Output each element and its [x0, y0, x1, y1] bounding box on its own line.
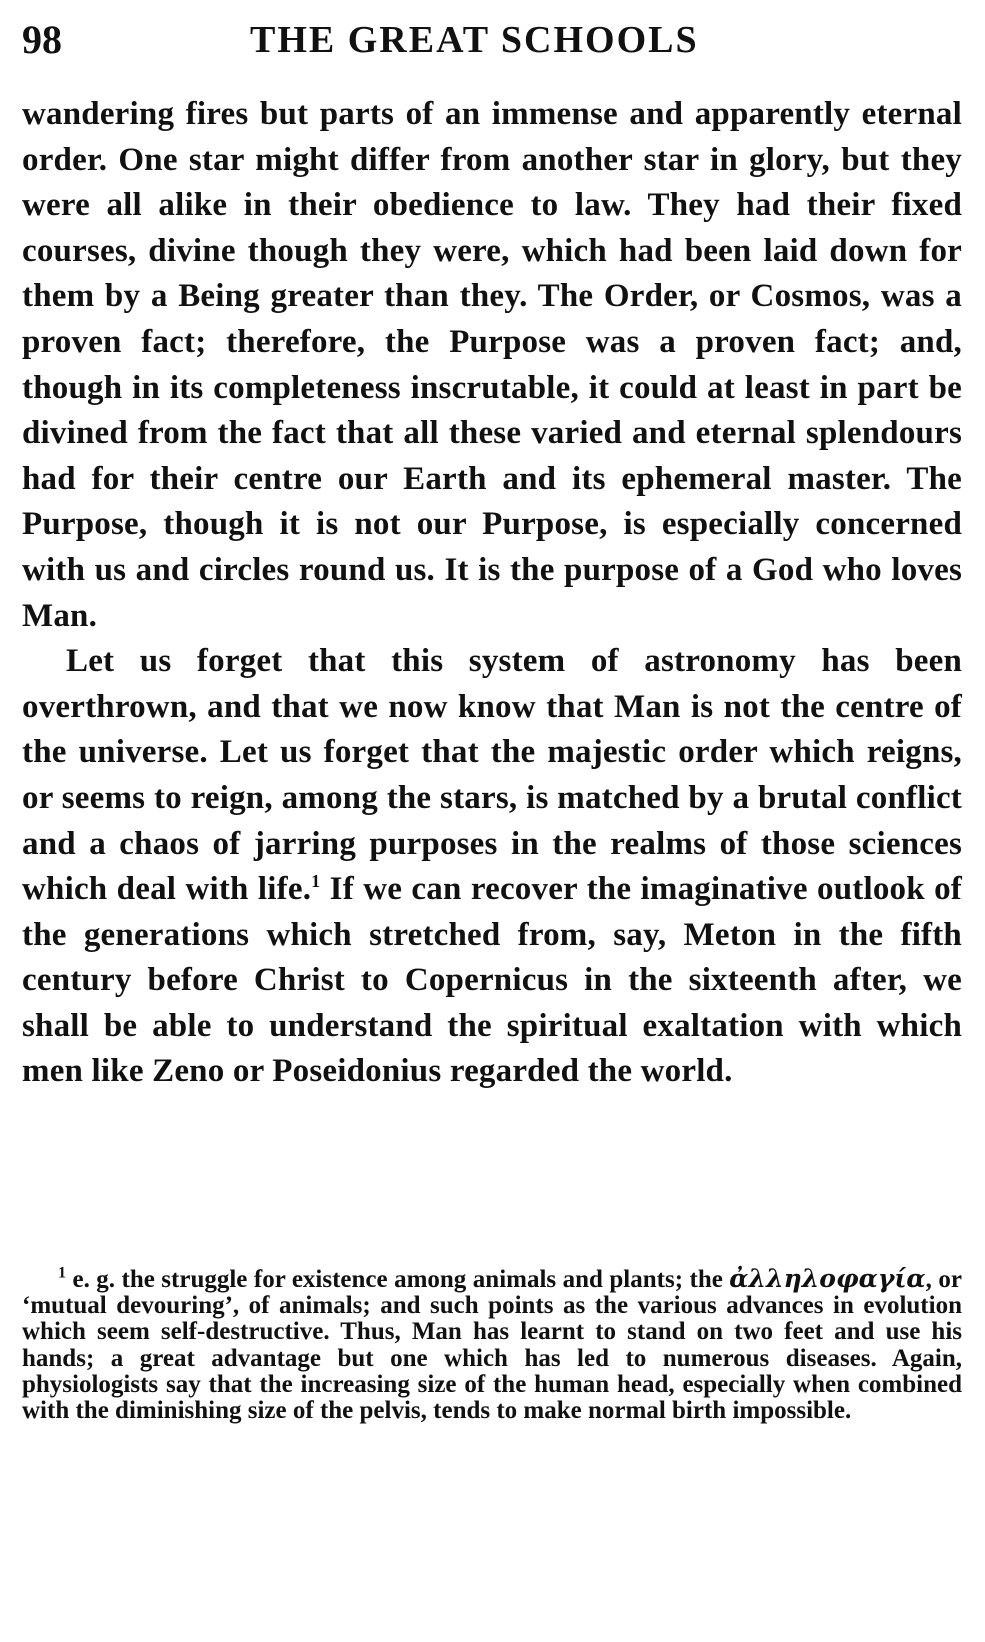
footnote-text-a: e. g. the struggle for existence among animals and plants; the: [66, 1266, 730, 1293]
footnote-section: [22, 1266, 962, 1424]
page-number: 98: [22, 17, 62, 62]
footnote-1: [22, 1266, 962, 1424]
paragraph-1: wandering fires but parts of an immense and apparently eternal order. One star might differ from another star in glory, but they were all alike in their obedience to law. They had their fixed courses, divine though they were, which had been laid down for them by a Being greater than they. The Order, or Cosmos, was a proven fact; therefore, the Purpose was a proven fact; and, though in its completeness inscrutable, it could at least in part be divined from the fact that all these varied and eternal splendours had for their centre our Earth and its ephemeral master. The Purpose, though it is not our Purpose, is especially concerned with us and circles round us. It is the purpose of a God who loves Man.: [22, 96, 962, 634]
running-head: [22, 14, 972, 66]
footnote-reference[interactable]: 1: [311, 871, 321, 892]
running-title: THE GREAT SCHOOLS: [250, 19, 699, 61]
paragraph-2-text-b: If we can recover the imaginative outlook of the generations which stretched from, say, Meton in the fifth century before Christ to Copernicus in the sixteenth after, we shall be able to understand the spiritual exaltation with which men like Zeno or Poseidonius regarded the world.: [22, 871, 962, 1090]
paragraph-2: [22, 639, 962, 1095]
footnote-marker: 1: [58, 1264, 66, 1282]
paragraph-2-text-a: Let us forget that this system of astronomy has been overthrown, and that we now know that Man is not the centre of the universe. Let us forget that the majestic order which reigns, or seems to reign, among the stars, is matched by a brutal conflict and a chaos of jarring purposes in the realms of those sciences which deal with life.: [22, 643, 962, 908]
footnote-text-b: , or ‘mutual devouring’, of animals; and such points as the various advances in evolution which seem self-destructive. Thus, Man has learnt to stand on two feet and use his hands; a great advantage but one which has led to numerous diseases. Again, physiologists say that the increasing size of the human head, especially when combined with the diminishing size of the pelvis, tends to make normal birth impossible.: [22, 1266, 962, 1425]
greek-term: ἀλληλοφαγία: [729, 1264, 926, 1293]
main-text: [22, 92, 962, 1095]
